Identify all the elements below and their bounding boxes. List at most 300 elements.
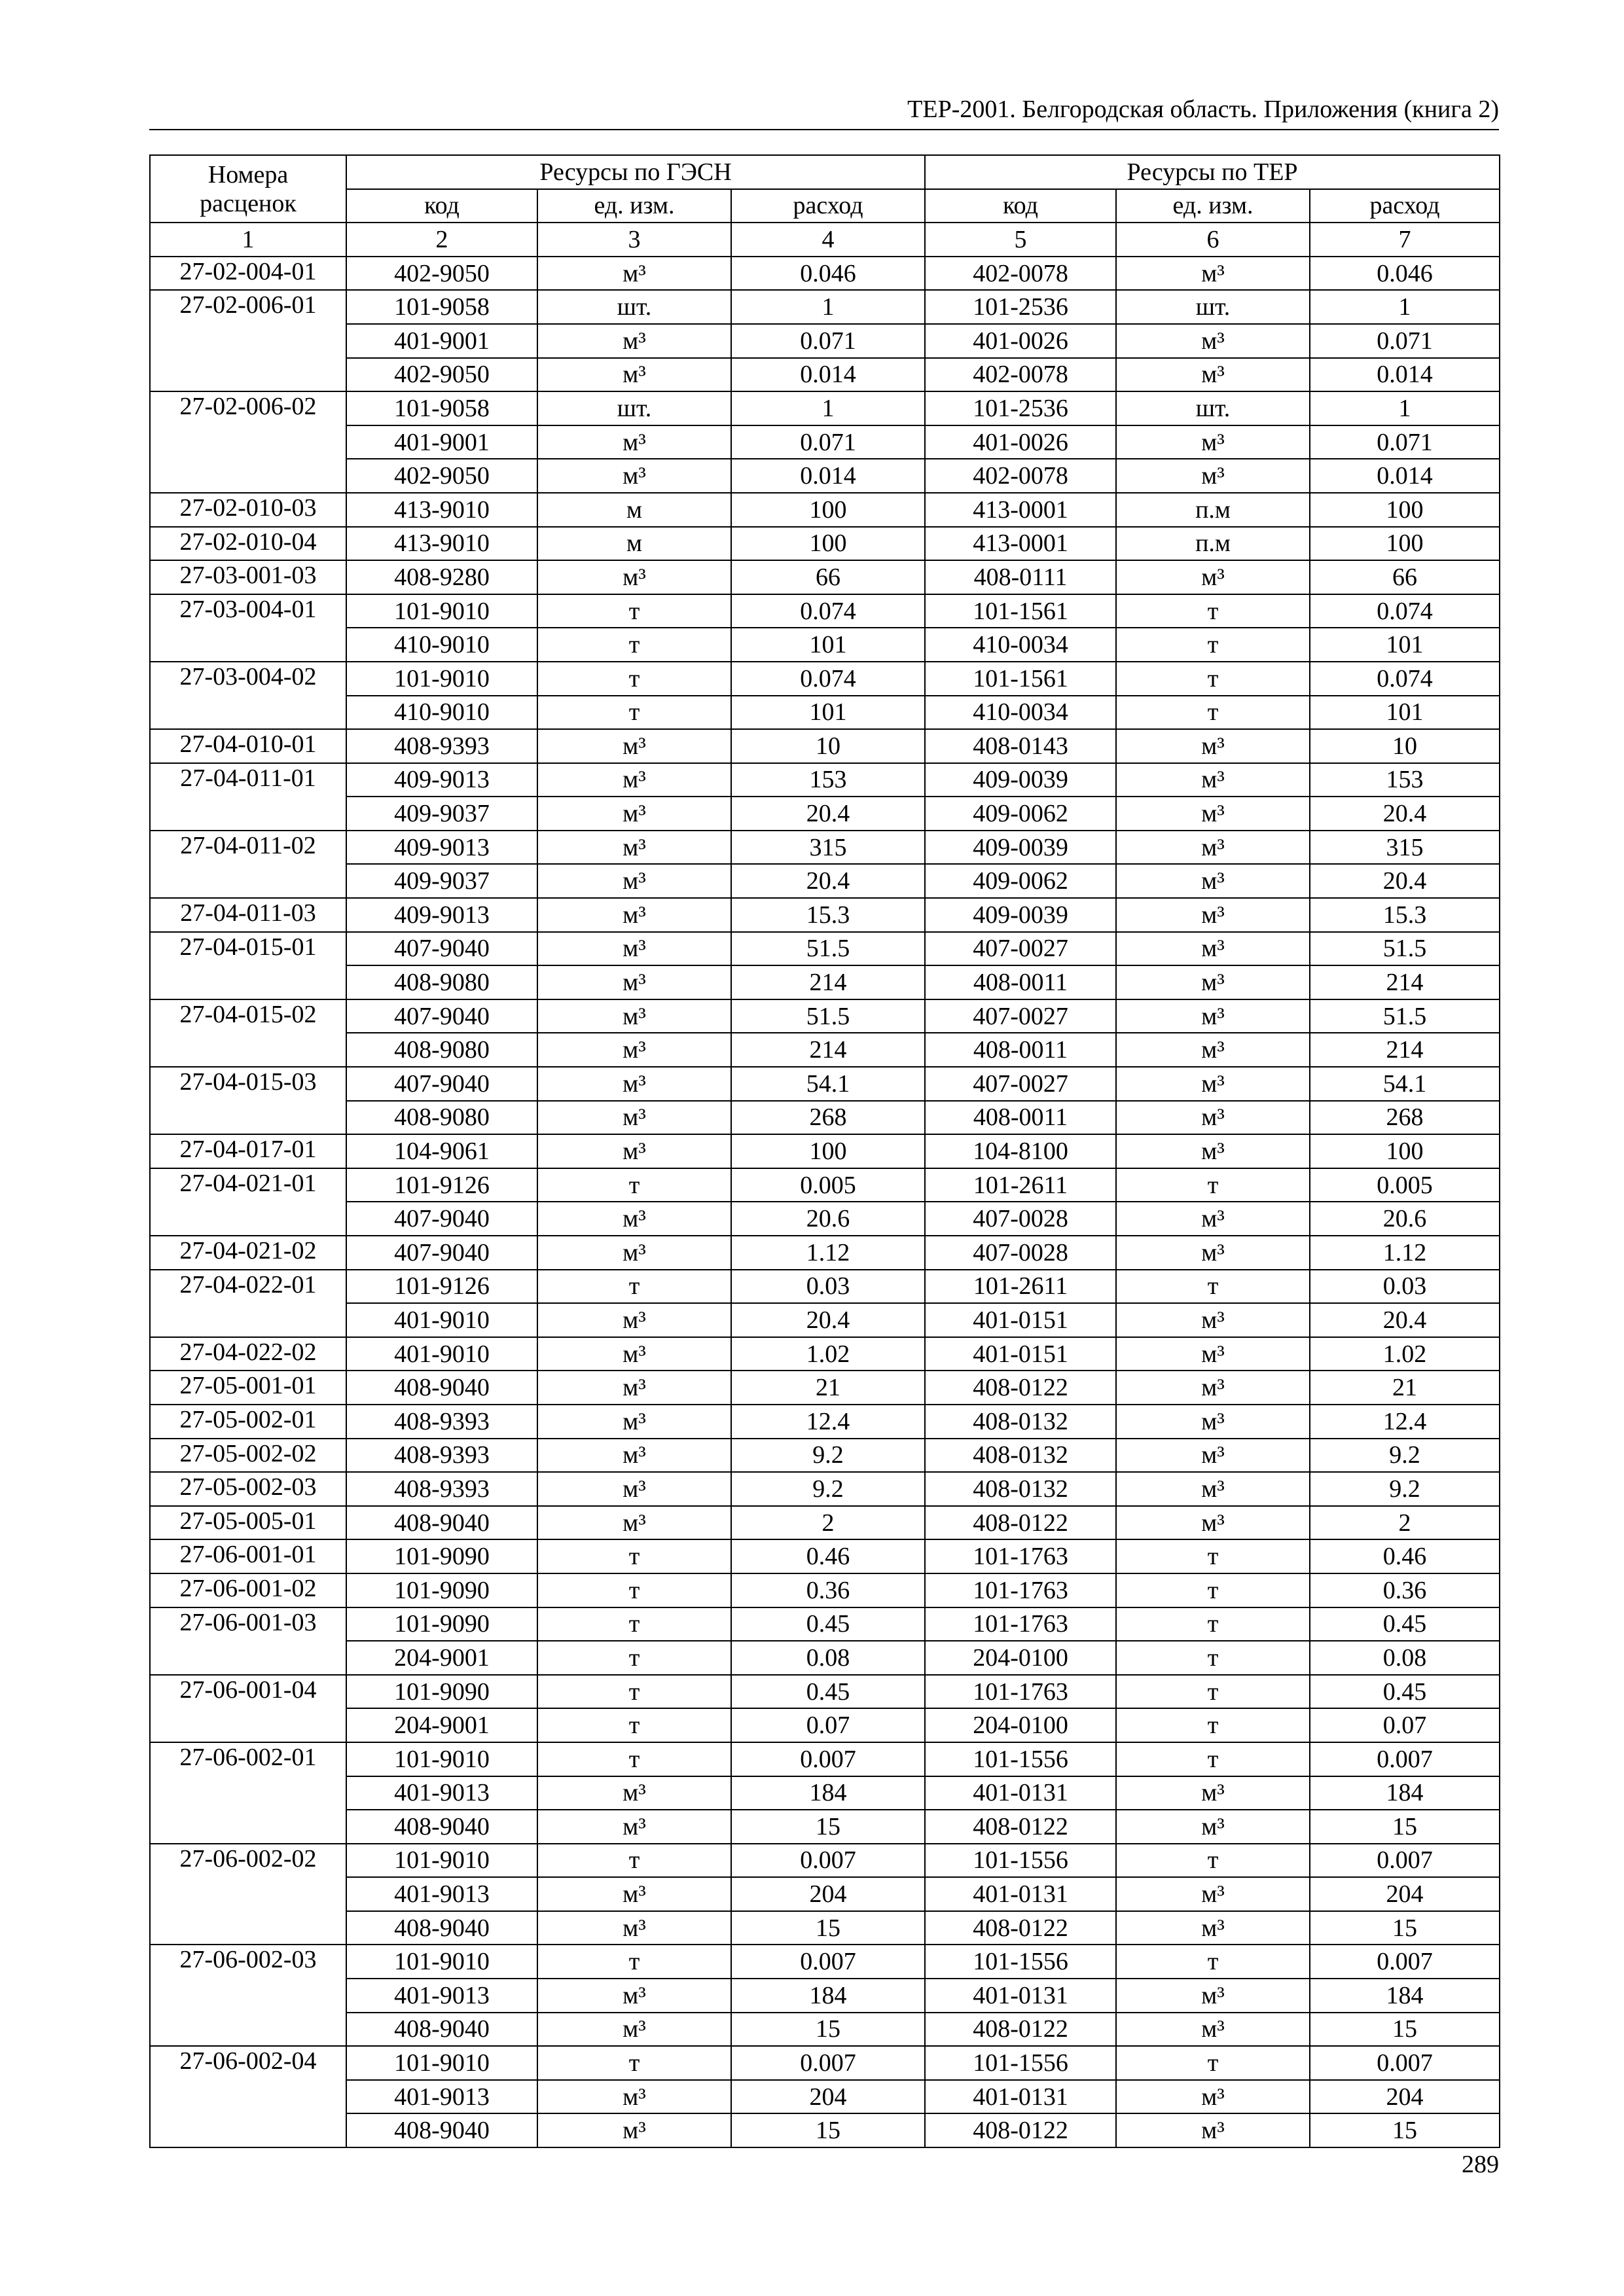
table-row [150,257,1500,291]
ter-unit-cell: м³ [1116,932,1310,966]
gesn-amount-cell: 66 [731,560,925,594]
ter-code-cell: 101-1556 [925,2046,1116,2080]
gesn-amount-cell: 20.4 [731,1303,925,1337]
ter-unit-cell: м³ [1116,2080,1310,2114]
ter-amount-cell: 21 [1310,1371,1500,1405]
table-body [150,257,1500,2147]
table-row [150,1168,1500,1202]
gesn-unit-cell: м³ [537,831,731,865]
table-row [150,864,1500,898]
ter-unit-cell: м³ [1116,1033,1310,1067]
table-row [150,527,1500,561]
gesn-amount-cell: 0.071 [731,425,925,459]
ter-amount-cell: 1 [1310,290,1500,324]
ter-unit-cell: т [1116,2046,1310,2080]
ter-amount-cell: 0.03 [1310,1270,1500,1304]
gesn-amount-cell: 20.4 [731,864,925,898]
gesn-unit-cell: м³ [537,324,731,358]
rate-number-cell: 27-06-002-01 [150,1742,346,1844]
rate-number-cell: 27-02-006-02 [150,391,346,493]
gesn-unit-cell: т [537,628,731,662]
gesn-unit-cell: м³ [537,459,731,493]
ter-unit-cell: м³ [1116,1405,1310,1439]
gesn-unit-cell: м³ [537,425,731,459]
gesn-unit-cell: м³ [537,965,731,999]
ter-unit-cell: м³ [1116,999,1310,1033]
ter-amount-cell: 9.2 [1310,1472,1500,1506]
table-row [150,1675,1500,1709]
ter-amount-cell: 2 [1310,1506,1500,1540]
ter-code-cell: 101-1561 [925,594,1116,628]
rate-number-cell: 27-04-022-01 [150,1270,346,1337]
ter-code-cell: 408-0132 [925,1405,1116,1439]
table-row [150,2046,1500,2080]
gesn-code-cell: 101-9090 [346,1607,537,1641]
table-row [150,932,1500,966]
gesn-unit-cell: м³ [537,2013,731,2047]
ter-unit-cell: м³ [1116,257,1310,291]
gesn-code-cell: 408-9080 [346,965,537,999]
gesn-unit-cell: шт. [537,391,731,425]
rate-number-cell: 27-04-011-01 [150,763,346,831]
gesn-amount-cell: 0.46 [731,1539,925,1573]
gesn-unit-cell: м³ [537,1405,731,1439]
ter-unit-cell: п.м [1116,527,1310,561]
gesn-unit-cell: м³ [537,898,731,932]
ter-code-cell: 408-0122 [925,1911,1116,1945]
gesn-unit-cell: т [537,662,731,696]
ter-code-cell: 410-0034 [925,696,1116,730]
gesn-amount-cell: 10 [731,729,925,763]
rate-number-cell: 27-04-021-01 [150,1168,346,1236]
gesn-code-cell: 408-9040 [346,2013,537,2047]
ter-code-cell: 408-0143 [925,729,1116,763]
ter-code-cell: 402-0078 [925,358,1116,392]
table-row [150,831,1500,865]
ter-unit-cell: м³ [1116,1134,1310,1168]
gesn-amount-cell: 268 [731,1101,925,1135]
header-group-ter: Ресурсы по ТЕР [925,155,1500,189]
gesn-amount-cell: 0.014 [731,459,925,493]
ter-amount-cell: 12.4 [1310,1405,1500,1439]
gesn-unit-cell: м³ [537,1439,731,1473]
gesn-unit-cell: м³ [537,797,731,831]
rate-number-cell: 27-06-002-03 [150,1945,346,2046]
table-row [150,324,1500,358]
gesn-amount-cell: 51.5 [731,932,925,966]
ter-code-cell: 101-1556 [925,1945,1116,1979]
gesn-unit-cell: м³ [537,1810,731,1844]
ter-unit-cell: м³ [1116,324,1310,358]
gesn-amount-cell: 0.046 [731,257,925,291]
gesn-code-cell: 413-9010 [346,493,537,527]
rate-number-cell: 27-04-022-02 [150,1337,346,1371]
table-row [150,1607,1500,1641]
ter-code-cell: 401-0151 [925,1337,1116,1371]
ter-unit-cell: м³ [1116,358,1310,392]
gesn-amount-cell: 0.005 [731,1168,925,1202]
ter-code-cell: 401-0131 [925,2080,1116,2114]
ter-unit-cell: п.м [1116,493,1310,527]
gesn-unit-cell: м³ [537,1134,731,1168]
table-row [150,763,1500,797]
table-row [150,1641,1500,1675]
ter-unit-cell: м³ [1116,1472,1310,1506]
ter-amount-cell: 15 [1310,1810,1500,1844]
header-gesn-code: код [346,189,537,223]
gesn-amount-cell: 0.074 [731,662,925,696]
table-row [150,2080,1500,2114]
table-row [150,1539,1500,1573]
table-row [150,1236,1500,1270]
table-row [150,1270,1500,1304]
ter-amount-cell: 1 [1310,391,1500,425]
ter-code-cell: 101-2536 [925,290,1116,324]
ter-unit-cell: т [1116,628,1310,662]
ter-code-cell: 407-0027 [925,999,1116,1033]
ter-amount-cell: 0.046 [1310,257,1500,291]
ter-code-cell: 407-0027 [925,932,1116,966]
gesn-code-cell: 101-9010 [346,2046,537,2080]
gesn-code-cell: 401-9013 [346,1776,537,1810]
gesn-code-cell: 408-9280 [346,560,537,594]
ter-code-cell: 101-1556 [925,1844,1116,1878]
gesn-code-cell: 401-9001 [346,425,537,459]
ter-unit-cell: м³ [1116,1877,1310,1911]
gesn-code-cell: 413-9010 [346,527,537,561]
rate-number-cell: 27-04-015-03 [150,1067,346,1134]
ter-unit-cell: м³ [1116,1776,1310,1810]
table-row [150,1810,1500,1844]
gesn-code-cell: 401-9010 [346,1337,537,1371]
ter-unit-cell: т [1116,1270,1310,1304]
gesn-unit-cell: м³ [537,1506,731,1540]
ter-amount-cell: 15 [1310,1911,1500,1945]
gesn-code-cell: 408-9393 [346,1439,537,1473]
ter-amount-cell: 15 [1310,2113,1500,2147]
header-group-gesn: Ресурсы по ГЭСН [346,155,925,189]
gesn-code-cell: 408-9040 [346,1506,537,1540]
ter-code-cell: 204-0100 [925,1708,1116,1742]
gesn-code-cell: 408-9040 [346,1371,537,1405]
ter-code-cell: 409-0039 [925,831,1116,865]
gesn-code-cell: 401-9013 [346,2080,537,2114]
gesn-amount-cell: 2 [731,1506,925,1540]
ter-amount-cell: 20.4 [1310,1303,1500,1337]
gesn-unit-cell: т [537,1573,731,1607]
ter-unit-cell: т [1116,1168,1310,1202]
ter-amount-cell: 0.46 [1310,1539,1500,1573]
gesn-amount-cell: 214 [731,1033,925,1067]
ter-unit-cell: м³ [1116,2013,1310,2047]
column-index: 2 [346,223,537,257]
gesn-amount-cell: 15.3 [731,898,925,932]
gesn-code-cell: 409-9013 [346,898,537,932]
gesn-code-cell: 204-9001 [346,1708,537,1742]
table-row [150,1776,1500,1810]
ter-amount-cell: 20.4 [1310,797,1500,831]
rate-number-cell: 27-03-004-02 [150,662,346,729]
gesn-amount-cell: 100 [731,493,925,527]
resource-table [149,154,1500,2148]
ter-code-cell: 408-0122 [925,1810,1116,1844]
rate-number-cell: 27-06-002-04 [150,2046,346,2147]
ter-unit-cell: м³ [1116,1911,1310,1945]
gesn-unit-cell: м³ [537,729,731,763]
gesn-amount-cell: 0.45 [731,1675,925,1709]
table-row [150,358,1500,392]
gesn-code-cell: 101-9126 [346,1168,537,1202]
ter-unit-cell: м³ [1116,1371,1310,1405]
ter-code-cell: 401-0026 [925,425,1116,459]
table-row [150,391,1500,425]
ter-unit-cell: м³ [1116,1506,1310,1540]
gesn-amount-cell: 1.02 [731,1337,925,1371]
gesn-code-cell: 408-9393 [346,729,537,763]
ter-code-cell: 401-0026 [925,324,1116,358]
ter-code-cell: 101-1763 [925,1607,1116,1641]
gesn-amount-cell: 101 [731,628,925,662]
gesn-unit-cell: м³ [537,1067,731,1101]
rate-number-cell: 27-03-004-01 [150,594,346,662]
gesn-code-cell: 402-9050 [346,358,537,392]
gesn-code-cell: 408-9080 [346,1033,537,1067]
ter-code-cell: 104-8100 [925,1134,1116,1168]
gesn-code-cell: 407-9040 [346,1202,537,1236]
gesn-code-cell: 101-9010 [346,662,537,696]
gesn-unit-cell: т [537,1607,731,1641]
ter-code-cell: 409-0062 [925,864,1116,898]
running-header: ТЕР-2001. Белгородская область. Приложения (книга 2) [907,96,1499,123]
rate-number-cell: 27-02-004-01 [150,257,346,291]
gesn-amount-cell: 184 [731,1979,925,2013]
rate-number-cell: 27-04-015-02 [150,999,346,1067]
ter-amount-cell: 153 [1310,763,1500,797]
rate-number-cell: 27-05-005-01 [150,1506,346,1540]
rate-number-cell: 27-06-002-02 [150,1844,346,1945]
ter-code-cell: 409-0062 [925,797,1116,831]
table-row [150,1979,1500,2013]
ter-unit-cell: м³ [1116,1101,1310,1135]
gesn-amount-cell: 0.36 [731,1573,925,1607]
ter-code-cell: 408-0011 [925,1101,1116,1135]
table-row [150,1371,1500,1405]
ter-amount-cell: 0.071 [1310,425,1500,459]
ter-unit-cell: т [1116,696,1310,730]
table-row [150,696,1500,730]
ter-unit-cell: т [1116,594,1310,628]
ter-amount-cell: 0.007 [1310,1844,1500,1878]
ter-unit-cell: м³ [1116,1067,1310,1101]
gesn-code-cell: 407-9040 [346,999,537,1033]
ter-unit-cell: м³ [1116,763,1310,797]
header-row-groups [150,155,1500,189]
gesn-code-cell: 401-9010 [346,1303,537,1337]
ter-code-cell: 401-0151 [925,1303,1116,1337]
ter-amount-cell: 20.4 [1310,864,1500,898]
table-row [150,1337,1500,1371]
gesn-amount-cell: 20.6 [731,1202,925,1236]
ter-code-cell: 407-0028 [925,1236,1116,1270]
gesn-unit-cell: м³ [537,358,731,392]
table-row [150,797,1500,831]
column-index: 1 [150,223,346,257]
ter-code-cell: 401-0131 [925,1979,1116,2013]
ter-unit-cell: м³ [1116,1439,1310,1473]
gesn-code-cell: 401-9013 [346,1979,537,2013]
header-ter-unit: ед. изм. [1116,189,1310,223]
gesn-amount-cell: 100 [731,1134,925,1168]
gesn-amount-cell: 0.08 [731,1641,925,1675]
ter-amount-cell: 268 [1310,1101,1500,1135]
ter-amount-cell: 101 [1310,696,1500,730]
gesn-unit-cell: м³ [537,864,731,898]
ter-unit-cell: м³ [1116,831,1310,865]
gesn-code-cell: 402-9050 [346,459,537,493]
ter-code-cell: 410-0034 [925,628,1116,662]
gesn-amount-cell: 0.007 [731,1844,925,1878]
gesn-amount-cell: 315 [731,831,925,865]
rate-number-cell: 27-06-001-04 [150,1675,346,1742]
ter-unit-cell: м³ [1116,1979,1310,2013]
gesn-unit-cell: м³ [537,257,731,291]
ter-code-cell: 408-0132 [925,1439,1116,1473]
gesn-unit-cell: т [537,1675,731,1709]
header-numbers: Номера расценок [150,155,346,223]
gesn-code-cell: 408-9040 [346,1810,537,1844]
gesn-code-cell: 101-9090 [346,1675,537,1709]
ter-unit-cell: т [1116,1708,1310,1742]
gesn-amount-cell: 0.071 [731,324,925,358]
ter-amount-cell: 54.1 [1310,1067,1500,1101]
gesn-code-cell: 408-9080 [346,1101,537,1135]
header-rule [149,129,1499,130]
ter-unit-cell: т [1116,662,1310,696]
gesn-unit-cell: м [537,527,731,561]
gesn-code-cell: 408-9040 [346,2113,537,2147]
column-index: 5 [925,223,1116,257]
ter-unit-cell: м³ [1116,1303,1310,1337]
ter-code-cell: 408-0132 [925,1472,1116,1506]
header-ter-code: код [925,189,1116,223]
rate-number-cell: 27-04-017-01 [150,1134,346,1168]
gesn-unit-cell: м³ [537,1101,731,1135]
table-header [150,155,1500,257]
gesn-unit-cell: м³ [537,1236,731,1270]
ter-amount-cell: 9.2 [1310,1439,1500,1473]
gesn-unit-cell: м³ [537,1877,731,1911]
ter-amount-cell: 214 [1310,965,1500,999]
ter-amount-cell: 184 [1310,1979,1500,2013]
gesn-code-cell: 101-9010 [346,1742,537,1776]
gesn-unit-cell: т [537,1641,731,1675]
gesn-unit-cell: м [537,493,731,527]
header-row-indices [150,223,1500,257]
gesn-code-cell: 402-9050 [346,257,537,291]
ter-unit-cell: м³ [1116,1337,1310,1371]
ter-unit-cell: м³ [1116,2113,1310,2147]
ter-code-cell: 407-0027 [925,1067,1116,1101]
gesn-code-cell: 409-9013 [346,763,537,797]
gesn-unit-cell: т [537,1539,731,1573]
ter-amount-cell: 66 [1310,560,1500,594]
ter-unit-cell: м³ [1116,1810,1310,1844]
gesn-unit-cell: т [537,1844,731,1878]
rate-number-cell: 27-04-015-01 [150,932,346,999]
gesn-code-cell: 409-9037 [346,797,537,831]
gesn-amount-cell: 214 [731,965,925,999]
table-row [150,560,1500,594]
rate-number-cell: 27-02-006-01 [150,290,346,391]
ter-code-cell: 408-0122 [925,2013,1116,2047]
ter-code-cell: 413-0001 [925,493,1116,527]
ter-amount-cell: 0.005 [1310,1168,1500,1202]
table-row [150,1911,1500,1945]
rate-number-cell: 27-03-001-03 [150,560,346,594]
rate-number-cell: 27-02-010-03 [150,493,346,527]
ter-amount-cell: 51.5 [1310,999,1500,1033]
ter-code-cell: 401-0131 [925,1776,1116,1810]
ter-amount-cell: 1.02 [1310,1337,1500,1371]
table-row [150,1573,1500,1607]
rate-number-cell: 27-04-010-01 [150,729,346,763]
ter-unit-cell: м³ [1116,560,1310,594]
ter-unit-cell: т [1116,1573,1310,1607]
ter-code-cell: 101-1763 [925,1675,1116,1709]
page-number: 289 [1462,2151,1499,2178]
gesn-amount-cell: 0.007 [731,2046,925,2080]
ter-code-cell: 408-0122 [925,1506,1116,1540]
rate-number-cell: 27-05-001-01 [150,1371,346,1405]
ter-unit-cell: т [1116,1675,1310,1709]
header-gesn-amount: расход [731,189,925,223]
ter-amount-cell: 20.6 [1310,1202,1500,1236]
ter-amount-cell: 315 [1310,831,1500,865]
ter-amount-cell: 10 [1310,729,1500,763]
ter-code-cell: 408-0122 [925,2113,1116,2147]
ter-unit-cell: м³ [1116,1236,1310,1270]
rate-number-cell: 27-04-011-02 [150,831,346,898]
table-row [150,1506,1500,1540]
table-row [150,1439,1500,1473]
ter-unit-cell: т [1116,1742,1310,1776]
gesn-amount-cell: 0.45 [731,1607,925,1641]
gesn-unit-cell: м³ [537,1303,731,1337]
gesn-unit-cell: м³ [537,1202,731,1236]
ter-amount-cell: 0.45 [1310,1675,1500,1709]
table-row [150,1033,1500,1067]
table-row [150,662,1500,696]
table-row [150,1067,1500,1101]
gesn-amount-cell: 0.014 [731,358,925,392]
table-row [150,898,1500,932]
ter-amount-cell: 100 [1310,493,1500,527]
ter-code-cell: 402-0078 [925,459,1116,493]
gesn-unit-cell: м³ [537,1033,731,1067]
ter-code-cell: 101-2536 [925,391,1116,425]
ter-amount-cell: 184 [1310,1776,1500,1810]
gesn-amount-cell: 20.4 [731,797,925,831]
gesn-unit-cell: м³ [537,1472,731,1506]
table-row [150,1877,1500,1911]
gesn-amount-cell: 15 [731,2113,925,2147]
ter-amount-cell: 0.36 [1310,1573,1500,1607]
rate-number-cell: 27-04-011-03 [150,898,346,932]
ter-unit-cell: м³ [1116,425,1310,459]
gesn-code-cell: 101-9010 [346,594,537,628]
gesn-amount-cell: 204 [731,2080,925,2114]
gesn-unit-cell: м³ [537,1337,731,1371]
